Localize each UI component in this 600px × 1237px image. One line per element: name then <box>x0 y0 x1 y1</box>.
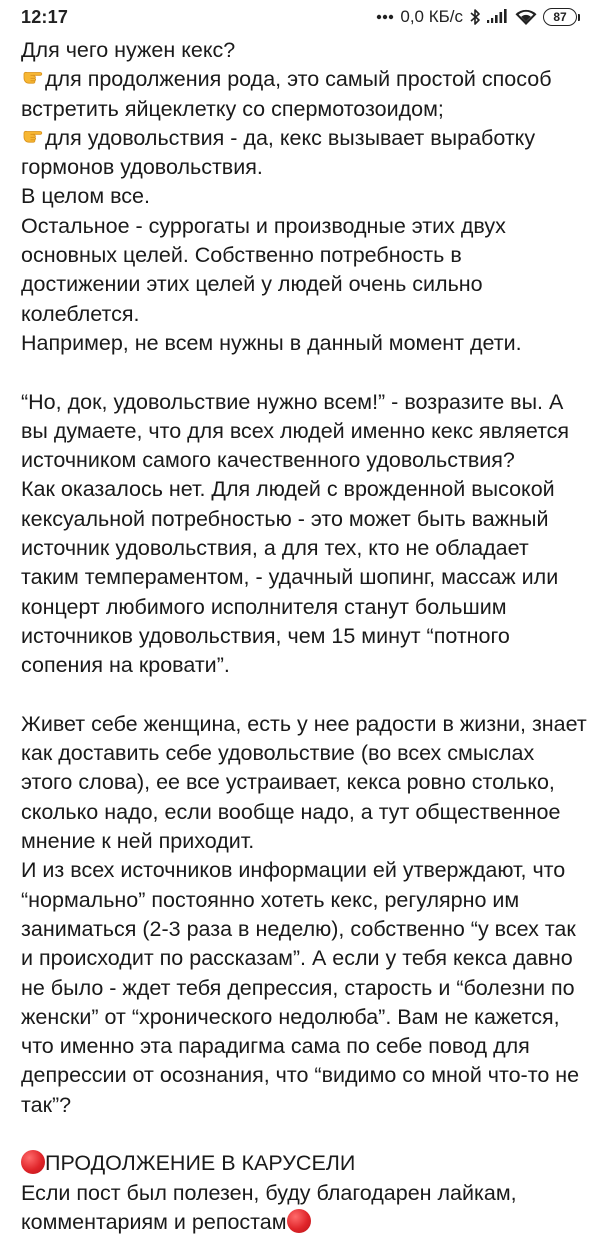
red-circle-icon <box>287 1209 311 1233</box>
post-line-text: для удовольствия - да, кекс вызывает выработку <box>45 125 536 150</box>
post-text <box>21 36 587 1237</box>
post-line <box>21 1179 587 1208</box>
post-line-text: сколько надо, если вообще надо, а тут общественное <box>21 799 561 824</box>
post-line-text: заниматься (2-3 раза в неделю), собственно “у всех так <box>21 916 576 941</box>
post-line <box>21 534 587 563</box>
post-line <box>21 710 587 739</box>
post-line <box>21 856 587 885</box>
post-line <box>21 1120 587 1149</box>
post-line-text: Например, не всем нужны в данный момент дети. <box>21 330 522 355</box>
post-line <box>21 475 587 504</box>
post-line <box>21 358 587 387</box>
red-circle-icon <box>21 1150 45 1174</box>
post-line <box>21 270 587 299</box>
post-line-text: колеблется. <box>21 301 140 326</box>
post-line <box>21 417 587 446</box>
post-line-text: источник удовольствия, а для тех, кто не обладает <box>21 536 529 561</box>
dots-icon <box>376 14 394 20</box>
post-line <box>21 212 587 241</box>
post-line-text: Живет себе женщина, есть у нее радости в жизни, знает <box>21 711 587 736</box>
post-line-text: женски” от “хронического недолюба”. Вам не кажется, <box>21 1004 560 1029</box>
bluetooth-icon <box>469 8 481 26</box>
post-line <box>21 915 587 944</box>
post-line <box>21 182 587 211</box>
post-line <box>21 768 587 797</box>
post-line <box>21 798 587 827</box>
status-icons <box>376 7 580 27</box>
post-line <box>21 505 587 534</box>
post-line-text: депрессии от осознания, что “видимо со мной что-то не <box>21 1063 580 1088</box>
post-line <box>21 241 587 270</box>
post-line <box>21 1032 587 1061</box>
post-line <box>21 124 587 153</box>
post-line <box>21 974 587 1003</box>
post-line <box>21 827 587 856</box>
post-line-text: достижении этих целей у людей очень сильно <box>21 272 483 297</box>
post-line-text: Если пост был полезен, буду благодарен лайкам, <box>21 1180 517 1205</box>
post-line-text: гормонов удовольствия. <box>21 155 263 180</box>
post-line-text: “Но, док, удовольствие нужно всем!” - возразите вы. А <box>21 389 564 414</box>
post-line-text: основных целей. Собственно потребность в <box>21 243 462 268</box>
pointing-hand-icon <box>21 65 45 89</box>
post-line-text: концерт любимого исполнителя станут большим <box>21 594 507 619</box>
post-line-text: как доставить себе удовольствие (во всех смыслах <box>21 741 535 766</box>
post-line <box>21 446 587 475</box>
post-line <box>21 944 587 973</box>
post-line <box>21 36 587 65</box>
post-line-text: и происходит по рассказам”. А если у тебя кекса давно <box>21 946 573 971</box>
post-line-text: источников удовольствия, чем 15 минут “потного <box>21 623 510 648</box>
pointing-hand-icon <box>21 124 45 148</box>
post-line-text: встретить яйцеклетку со спермотозоидом; <box>21 96 444 121</box>
wifi-icon <box>515 9 537 26</box>
post-line <box>21 563 587 592</box>
post-line-text: В целом все. <box>21 184 150 209</box>
post-line <box>21 681 587 710</box>
post-line <box>21 739 587 768</box>
post-line-text: ПРОДОЛЖЕНИЕ В КАРУСЕЛИ <box>45 1151 356 1176</box>
post-line <box>21 1208 587 1237</box>
post-line-text: И из всех источников информации ей утверждают, что <box>21 858 566 883</box>
post-line <box>21 651 587 680</box>
post-line <box>21 65 587 94</box>
status-bar <box>0 0 600 34</box>
post-line-text: источником самого качественного удовольствия? <box>21 448 515 473</box>
network-speed: 0,0 КБ/с <box>400 7 463 26</box>
signal-icon <box>487 9 509 25</box>
post-line <box>21 300 587 329</box>
post-line-text: вы думаете, что для всех людей именно кекс является <box>21 418 570 443</box>
post-line-text: мнение к ней приходит. <box>21 829 255 854</box>
post-line <box>21 1003 587 1032</box>
post-line <box>21 1149 587 1178</box>
post-line <box>21 622 587 651</box>
post-line <box>21 329 587 358</box>
post-line <box>21 886 587 915</box>
post-line <box>21 153 587 182</box>
post-line <box>21 593 587 622</box>
post-line <box>21 1061 587 1090</box>
battery-level: 87 <box>543 8 577 26</box>
post-line-text: “нормально” постоянно хотеть кекс, регулярно им <box>21 887 520 912</box>
post-line <box>21 95 587 124</box>
post-line-text: комментариям и репостам <box>21 1209 287 1234</box>
post-line-text: сопения на кровати”. <box>21 653 230 678</box>
post-line-text: этого слова), ее все устраивает, кекса ровно столько, <box>21 770 555 795</box>
post-line <box>21 388 587 417</box>
post-line-text: Как оказалось нет. Для людей с врожденной высокой <box>21 477 555 502</box>
post-line-text: Остальное - суррогаты и производные этих двух <box>21 213 506 238</box>
status-time: 12:17 <box>21 6 69 27</box>
battery-icon <box>543 8 580 26</box>
post-line-text: не было - ждет тебя депрессия, старость и “болезни по <box>21 975 575 1000</box>
post-line-text: для продолжения рода, это самый простой способ <box>45 67 552 92</box>
post-line-text: таким темпераментом, - удачный шопинг, массаж или <box>21 565 559 590</box>
post-line <box>21 1091 587 1120</box>
post-line-text: что именно эта парадигма сама по себе повод для <box>21 1034 530 1059</box>
post-line-text: кексуальной потребностью - это может быть важный <box>21 506 549 531</box>
post-line-text: Для чего нужен кекс? <box>21 38 236 62</box>
post-line-text: так”? <box>21 1092 72 1117</box>
